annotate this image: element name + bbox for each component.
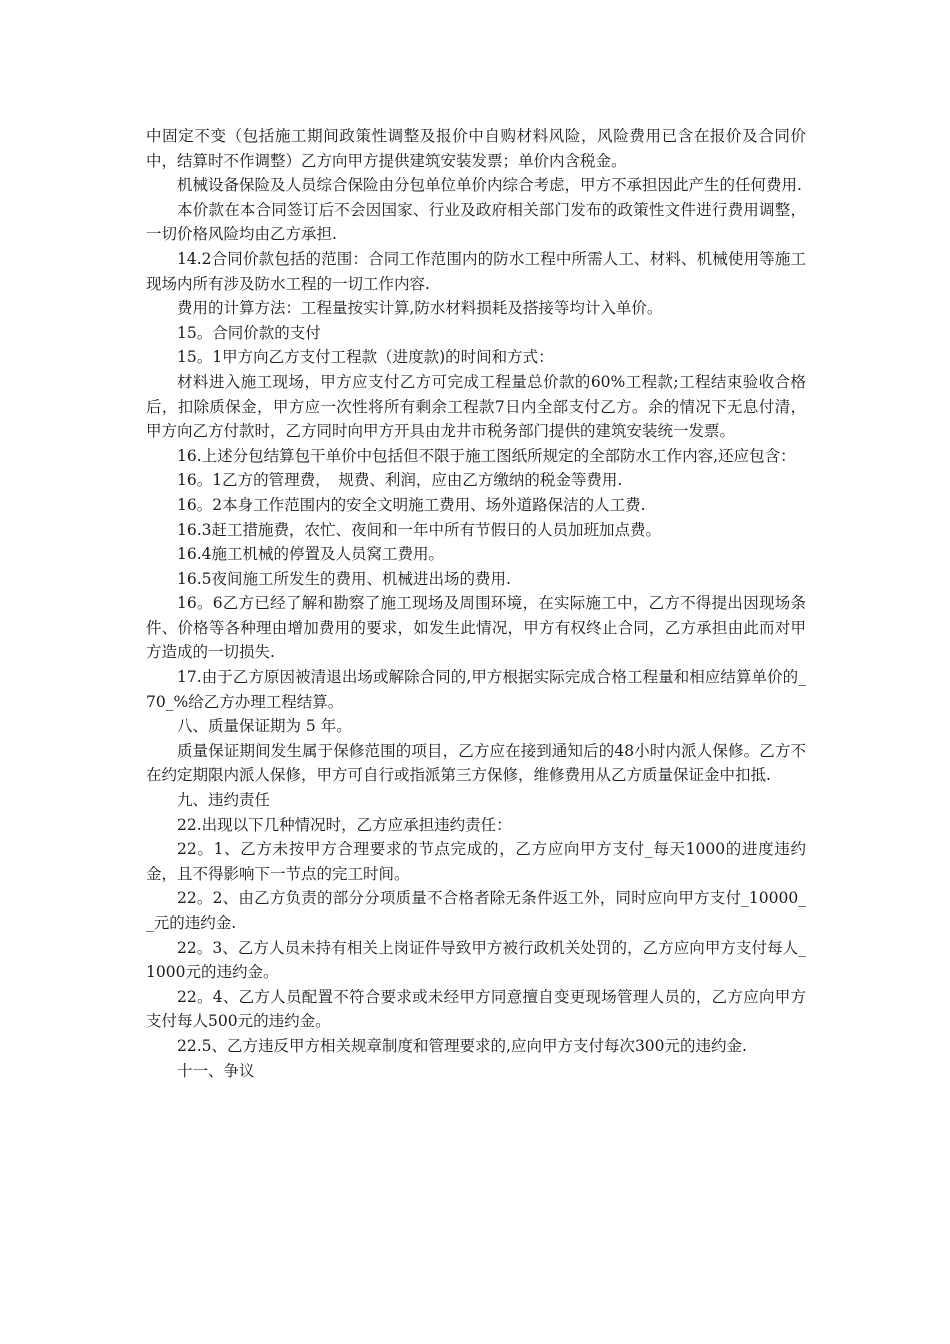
clause-22-4: 22。4、乙方人员配置不符合要求或未经甲方同意擅自变更现场管理人员的，乙方应向甲方支付每人500元的违约金。	[146, 987, 806, 1031]
clause-22-3: 22。3、乙方人员未持有相关上岗证件导致甲方被行政机关处罚的，乙方应向甲方支付每人_1000元的违约金。	[146, 938, 806, 982]
clause-16-1: 16。1乙方的管理费， 规费、利润，应由乙方缴纳的税金等费用.	[177, 471, 623, 490]
clause-15-1: 15。1甲方向乙方支付工程款（进度款)的时间和方式：	[177, 348, 554, 367]
clause-16-5: 16.5夜间施工所发生的费用、机械进出场的费用.	[177, 569, 511, 588]
clause-16-3: 16.3赶工措施费，农忙、夜间和一年中所有节假日的人员加班加点费。	[177, 520, 662, 539]
paragraph-continuation: 中固定不变（包括施工期间政策性调整及报价中自购材料风险，风险费用已含在报价及合同价中，结算时不作调整）乙方向甲方提供建筑安装发票；单价内含税金。	[146, 127, 806, 170]
paragraph-payment-terms: 材料进入施工现场，甲方应支付乙方可完成工程量总价款的60%工程款;工程结束验收合格后，扣除质保金，甲方应一次性将所有剩余工程款7日内全部支付乙方。余的情况下无息付清，甲方向乙方付款时，乙方同时向甲方开具由龙井市税务部门提供的建筑安装统一发票。	[146, 372, 806, 441]
clause-16: 16.上述分包结算包干单价中包括但不限于施工图纸所规定的全部防水工作内容,还应包含：	[177, 446, 796, 465]
document-body	[146, 124, 806, 1083]
clause-22-5: 22.5、乙方违反甲方相关规章制度和管理要求的,应向甲方支付每次300元的违约金.	[177, 1036, 747, 1055]
section-11-heading: 十一、争议	[177, 1061, 255, 1080]
clause-22-1: 22。1、乙方未按甲方合理要求的节点完成的，乙方应向甲方支付_每天1000的进度违约金，且不得影响下一节点的完工时间。	[146, 840, 806, 883]
clause-16-4: 16.4施工机械的停置及人员窝工费用。	[177, 545, 445, 564]
clause-16-2: 16。2本身工作范围内的安全文明施工费用、场外道路保洁的人工费.	[177, 495, 646, 514]
clause-17: 17.由于乙方原因被清退出场或解除合同的,甲方根据实际完成合格工程量和相应结算单价的_70_%给乙方办理工程结算。	[146, 668, 806, 711]
paragraph-warranty: 质量保证期间发生属于保修范围的项目，乙方应在接到通知后的48小时内派人保修。乙方不在约定期限内派人保修，甲方可自行或指派第三方保修，维修费用从乙方质量保证金中扣抵.	[146, 741, 806, 785]
paragraph-fee-calculation: 费用的计算方法：工程量按实计算,防水材料损耗及搭接等均计入单价。	[177, 299, 663, 318]
clause-22: 22.出现以下几种情况时，乙方应承担违约责任：	[177, 815, 512, 834]
clause-16-6: 16。6乙方已经了解和勘察了施工现场及周围环境，在实际施工中，乙方不得提出因现场条件、价格等各种理由增加费用的要求，如发生此情况，甲方有权终止合同，乙方承担由此而对甲方造成的一切损失.	[146, 594, 806, 662]
section-8-heading: 八、质量保证期为 5 年。	[177, 717, 352, 736]
clause-22-2: 22。2、由乙方负责的部分分项质量不合格者除无条件返工外，同时应向甲方支付_10000__元的违约金.	[146, 889, 806, 932]
section-9-heading: 九、违约责任	[177, 791, 271, 810]
paragraph-insurance: 机械设备保险及人员综合保险由分包单位单价内综合考虑，甲方不承担因此产生的任何费用.	[177, 176, 802, 195]
paragraph-price-adjustment: 本价款在本合同签订后不会因国家、行业及政府相关部门发布的政策性文件进行费用调整，一切价格风险均由乙方承担.	[146, 200, 806, 244]
clause-14-2: 14.2合同价款包括的范围：合同工作范围内的防水工程中所需人工、材料、机械使用等施工现场内所有涉及防水工程的一切工作内容.	[146, 249, 806, 293]
clause-15-heading: 15。合同价款的支付	[177, 323, 321, 342]
